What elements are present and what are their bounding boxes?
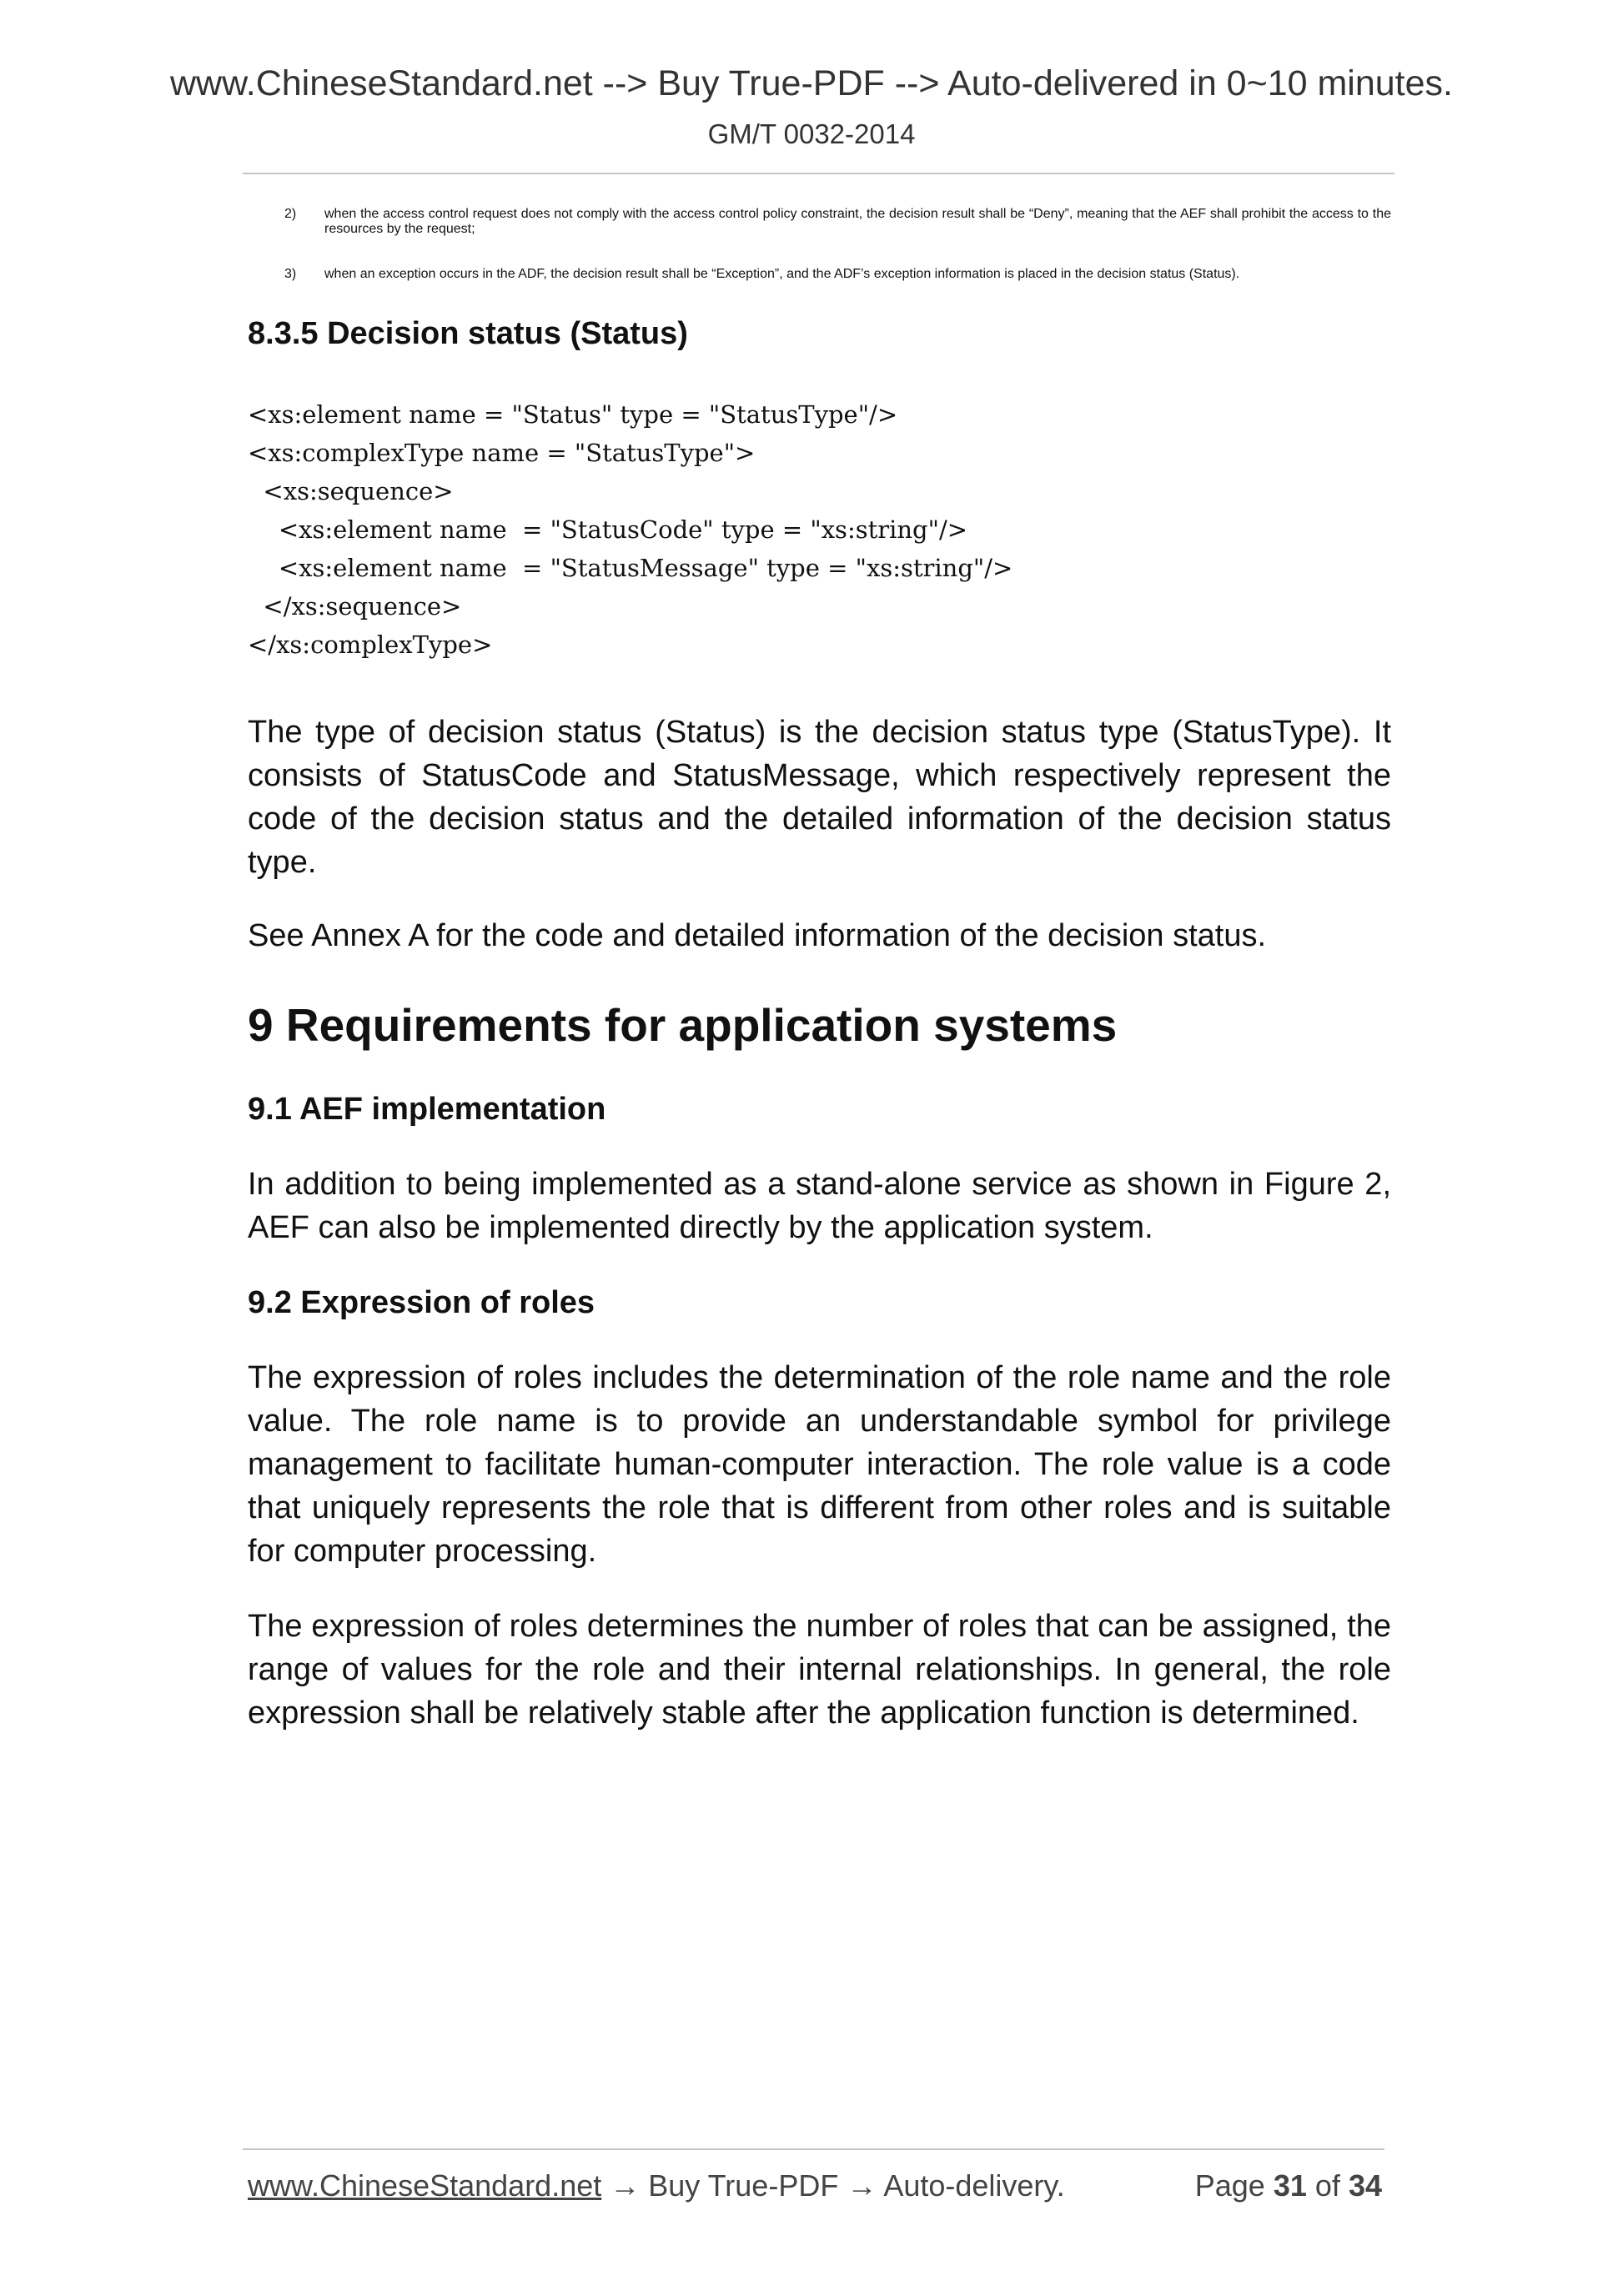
paragraph-roles-2: The expression of roles determines the number of roles that can be assigned, the range of values for the role and their internal relationships. In general, the role expression shall be relatively stable after the application function is determined. — [248, 1609, 1391, 1731]
standard-number: GM/T 0032-2014 — [707, 118, 916, 149]
section-heading-8-3-5: 8.3.5 Decision status (Status) — [248, 316, 688, 351]
paragraph-aef-implementation: In addition to being implemented as a stand-alone service as shown in Figure 2, AEF can also be implemented directly by the application system. — [248, 1167, 1391, 1245]
code-line: <xs:element name = "StatusMessage" type = "xs:string"/> — [248, 554, 1013, 582]
header-banner: www.ChineseStandard.net --> Buy True-PDF --> Auto-delivered in 0~10 minutes. — [169, 63, 1453, 103]
header-divider — [243, 173, 1394, 174]
section-heading-9-2: 9.2 Expression of roles — [248, 1285, 595, 1320]
code-line: <xs:element name = "Status" type = "StatusType"/> — [248, 400, 898, 429]
code-line: </xs:complexType> — [248, 631, 493, 659]
section-heading-9-1: 9.1 AEF implementation — [248, 1092, 606, 1127]
footer-site-link[interactable]: www.ChineseStandard.net — [248, 2168, 602, 2203]
footer-divider — [243, 2148, 1384, 2150]
code-line: <xs:sequence> — [248, 477, 454, 505]
list-item — [284, 267, 1391, 282]
code-line: </xs:sequence> — [248, 592, 462, 620]
list-item-text: when the access control request does not comply with the access control policy constraint, the decision result shall be “Deny”, meaning that the AEF shall prohibit the access to the resources by the request; — [324, 207, 1391, 236]
page-label: Page — [1194, 2168, 1265, 2203]
of-label: of — [1314, 2168, 1340, 2203]
footer-tagline: → Buy True-PDF → Auto-delivery. — [601, 2168, 1065, 2203]
list-item — [284, 207, 1391, 237]
total-pages: 34 — [1348, 2168, 1382, 2203]
code-line: <xs:complexType name = "StatusType"> — [248, 439, 756, 467]
chapter-heading-9: 9 Requirements for application systems — [248, 999, 1118, 1051]
paragraph-status-type: The type of decision status (Status) is the decision status type (StatusType). It consists of StatusCode and StatusMessage, which respectively represent the code of the decision status and the detailed information of the decision status type. — [248, 715, 1391, 880]
paragraph-roles-1: The expression of roles includes the determination of the role name and the role value. The role name is to provide an understandable symbol for privilege management to facilitate human-computer interaction. The role value is a code that uniquely represents the role that is different from other roles and is suitable for computer processing. — [248, 1360, 1391, 1569]
code-line: <xs:element name = "StatusCode" type = "xs:string"/> — [248, 515, 968, 544]
list-item-number: 2) — [284, 207, 297, 221]
list-item-number: 3) — [284, 267, 297, 281]
footer-left — [248, 2168, 1065, 2203]
footer — [248, 2168, 1382, 2210]
paragraph-annex-reference: See Annex A for the code and detailed information of the decision status. — [248, 918, 1267, 953]
xml-code-block — [248, 395, 1391, 664]
page-content — [248, 207, 1391, 1735]
list-item-text: when an exception occurs in the ADF, the decision result shall be “Exception”, and the ADF’s exception information is placed in the decision status (Status). — [324, 267, 1240, 281]
current-page-number: 31 — [1273, 2168, 1307, 2203]
page-counter — [1195, 2168, 1382, 2203]
